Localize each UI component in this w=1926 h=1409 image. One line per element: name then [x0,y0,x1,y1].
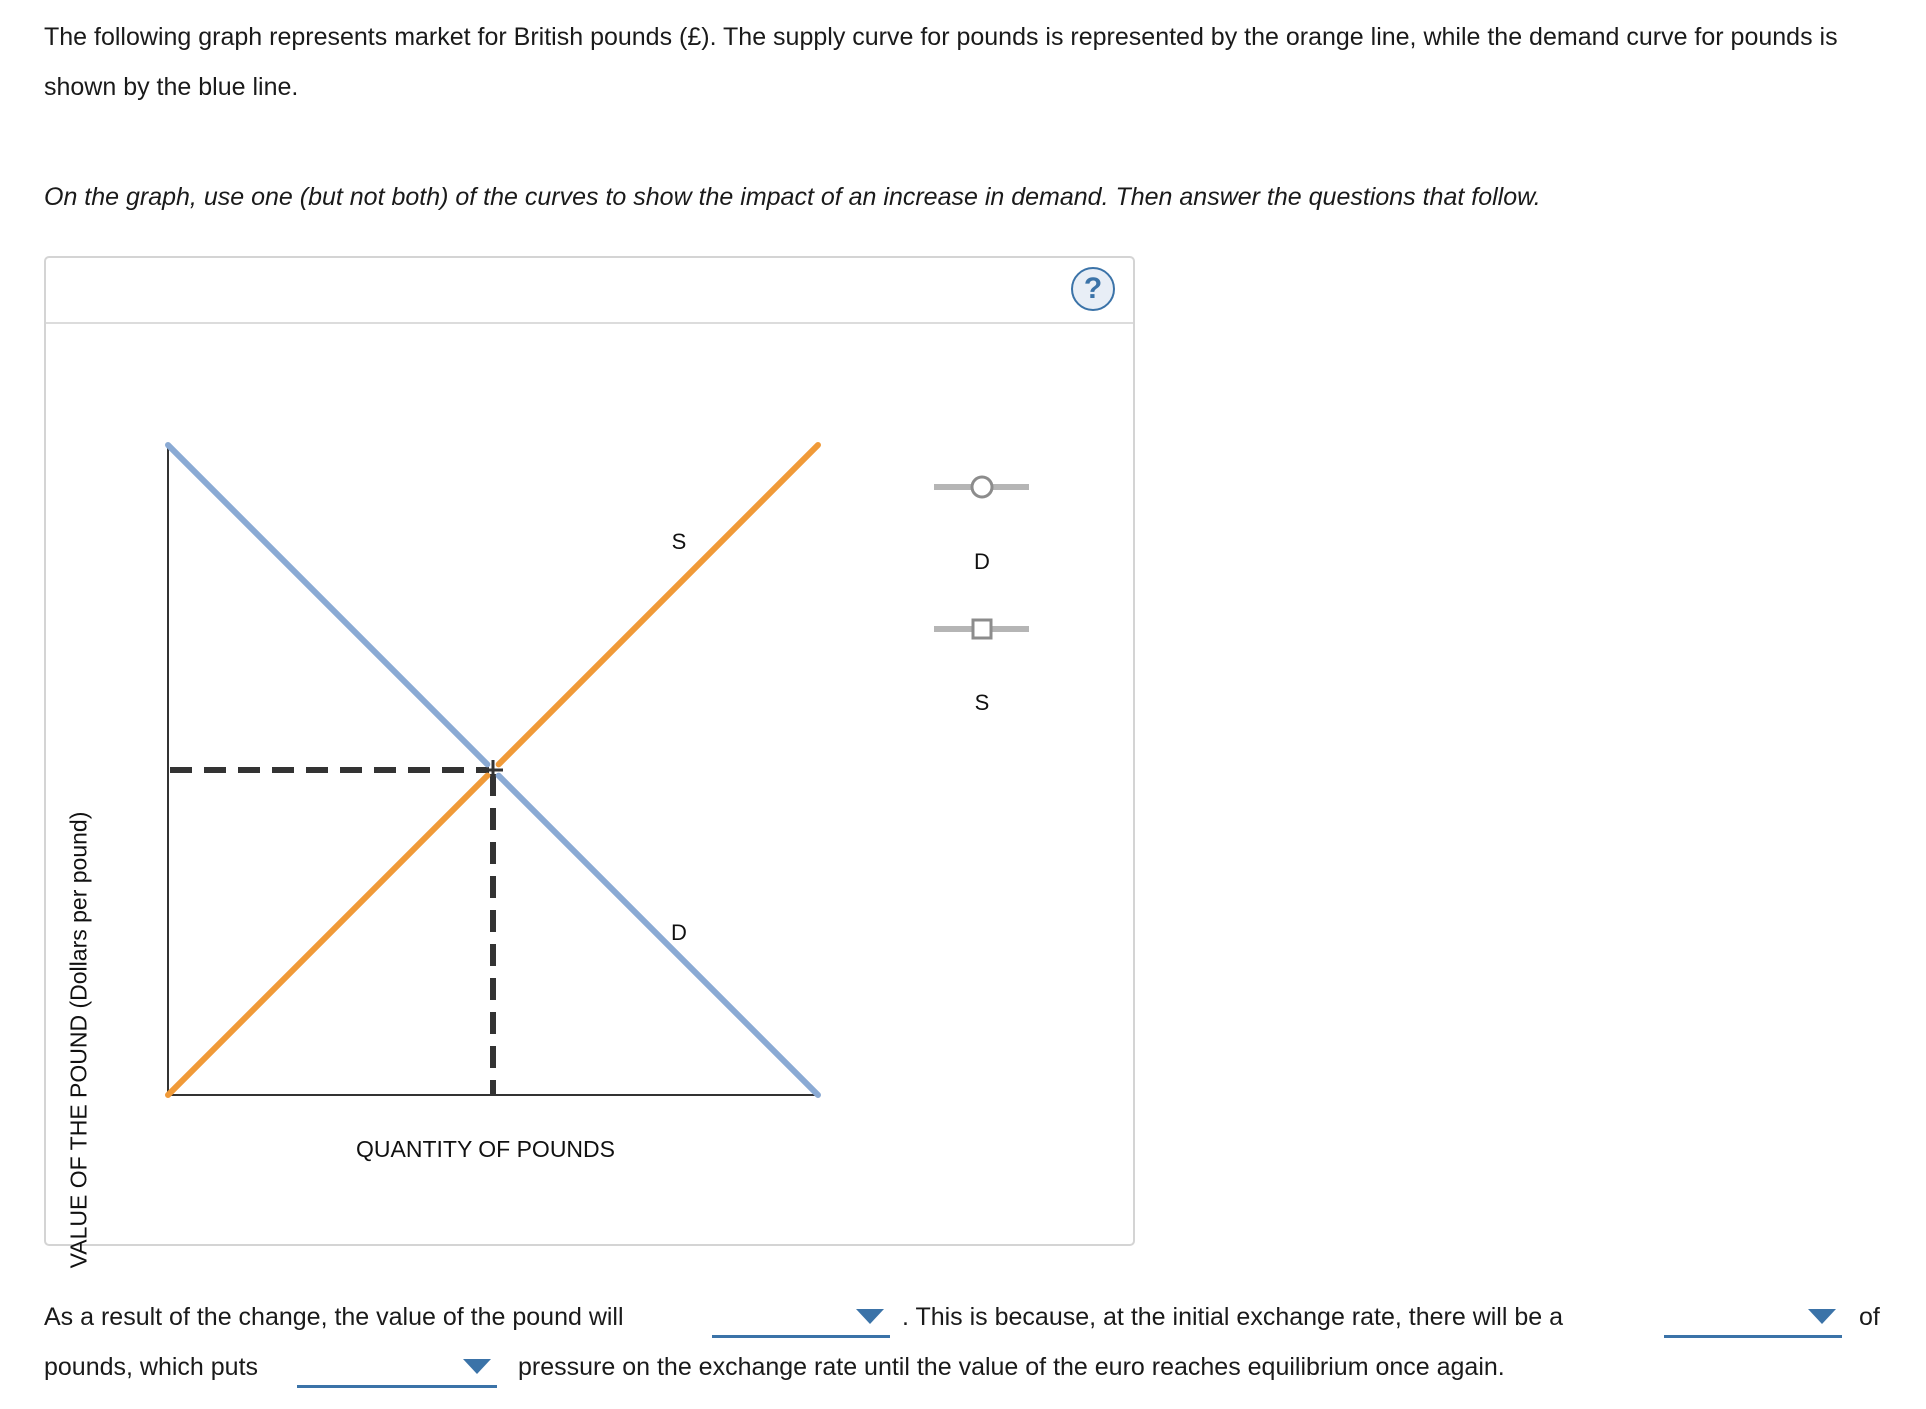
graph-panel [44,256,1135,1269]
supply-tool-square-marker [973,620,991,638]
legend-supply-tool[interactable] [934,620,1029,638]
y-axis-label: VALUE OF THE POUND (Dollars per pound) [65,811,92,1269]
question-text-1a: As a result of the change, the value of the pound will [44,1303,624,1331]
chevron-down-icon [856,1309,884,1324]
demand-curve-upper[interactable] [168,445,487,764]
help-button[interactable]: ? [1071,267,1115,311]
chevron-down-icon [1808,1309,1836,1324]
question-text-1c: of [1859,1303,1880,1331]
instruction-text: On the graph, use one (but not both) of the curves to show the impact of an increase in demand. Then answer the questions that follow. [44,183,1541,211]
x-axis-label: QUANTITY OF POUNDS [356,1136,615,1162]
demand-tool-circle-marker [972,477,992,497]
question-text-2a: pounds, which puts [44,1353,259,1381]
pressure-dropdown[interactable] [297,1349,497,1388]
legend-supply-label: S [974,690,990,715]
supply-curve-label: S [671,529,687,554]
question-text-1b: . This is because, at the initial exchange rate, there will be a [902,1303,1564,1331]
legend-demand-label: D [974,549,990,574]
shortage-surplus-dropdown[interactable] [1664,1299,1842,1338]
question-text-2b: pressure on the exchange rate until the value of the euro reaches equilibrium once again. [518,1353,1505,1381]
intro-paragraph: The following graph represents market for British pounds (£). The supply curve for pounds is represented by the orange line, while the demand curve for pounds is shown by the blue line. [44,23,1838,101]
value-change-dropdown[interactable] [712,1299,890,1338]
legend-demand-tool[interactable] [934,477,1029,497]
demand-curve-label: D [671,920,687,945]
supply-curve-lower[interactable] [168,776,487,1095]
supply-curve-upper[interactable] [499,445,818,764]
demand-curve-lower[interactable] [499,776,818,1095]
chevron-down-icon [463,1359,491,1374]
market-graph [46,258,1133,1244]
